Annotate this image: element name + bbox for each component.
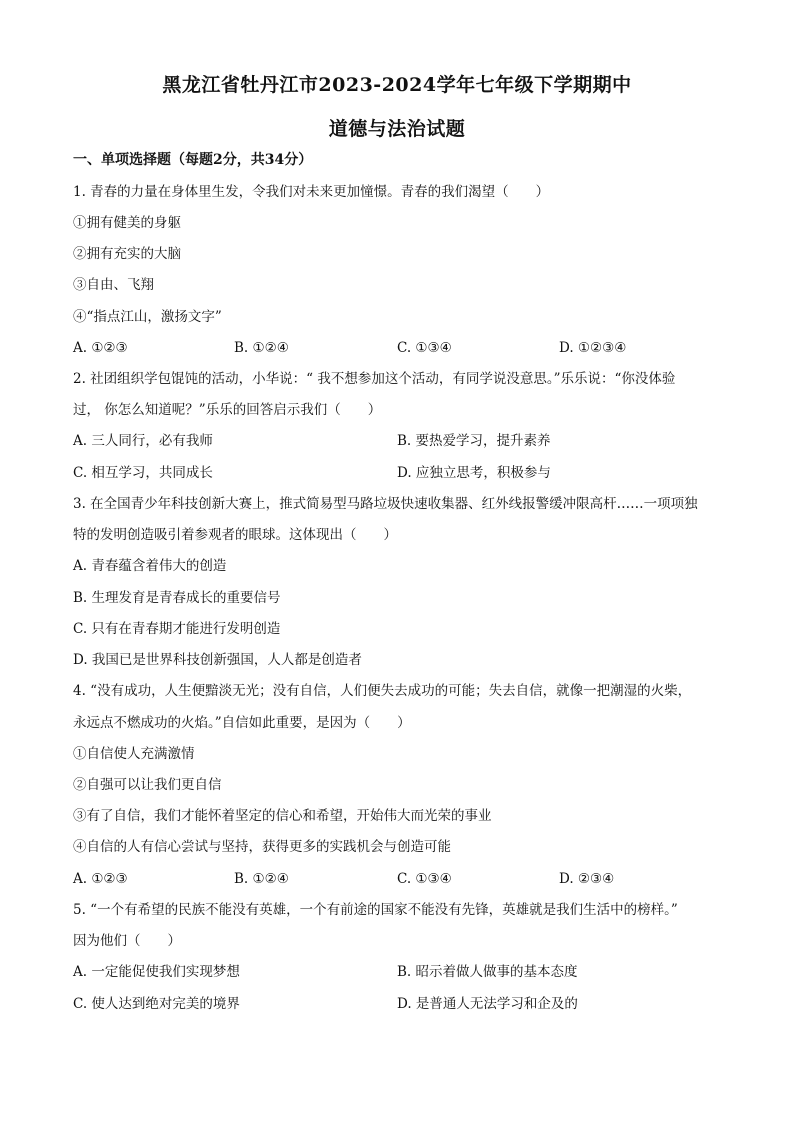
question-4-statement-2: ②自强可以让我们更自信 (73, 777, 222, 793)
question-3-option-d: D. 我国已是世界科技创新强国，人人都是创造者 (73, 652, 362, 668)
exam-title: 黑龙江省牡丹江市2023-2024学年七年级下学期期中 (162, 74, 632, 96)
question-2-option-c: C. 相互学习，共同成长 (73, 465, 213, 481)
question-4-option-b: B. ①②④ (234, 871, 289, 887)
question-2-stem-line-1: 2. 社团组织学包馄饨的活动，小华说：“ 我不想参加这个活动，有同学说没意思。”乐乐说：“你没体验 (73, 371, 676, 387)
exam-subtitle: 道德与法治试题 (328, 118, 466, 140)
question-4-statement-1: ①自信使人充满激情 (73, 746, 195, 762)
question-1-statement-3: ③自由、飞翔 (73, 277, 154, 293)
question-2-stem-line-2: 过， 你怎么知道呢？”乐乐的回答启示我们（ ） (73, 402, 382, 418)
question-3-option-b: B. 生理发育是青春成长的重要信号 (73, 590, 281, 606)
question-4-option-c: C. ①③④ (397, 871, 452, 887)
question-4-statement-4: ④自信的人有信心尝试与坚持，获得更多的实践机会与创造可能 (73, 839, 451, 855)
question-5-stem-line-2: 因为他们（ ） (73, 933, 181, 949)
question-5-stem-line-1: 5. “一个有希望的民族不能没有英雄，一个有前途的国家不能没有先锋，英雄就是我们生活中的榜样。” (73, 902, 678, 918)
question-1-option-a: A. ①②③ (73, 340, 128, 356)
question-5-option-a: A. 一定能促使我们实现梦想 (73, 964, 240, 980)
question-5-option-c: C. 使人达到绝对完美的境界 (73, 996, 240, 1012)
question-1-stem: 1. 青春的力量在身体里生发，令我们对未来更加憧憬。青春的我们渴望（ ） (73, 184, 550, 200)
question-4-stem-line-1: 4. “没有成功，人生便黯淡无光；没有自信，人们便失去成功的可能；失去自信，就像一把潮湿的火柴， (73, 683, 692, 699)
question-1-statement-2: ②拥有充实的大脑 (73, 246, 181, 262)
question-4-option-d: D. ②③④ (559, 871, 615, 887)
question-5-option-b: B. 昭示着做人做事的基本态度 (397, 964, 578, 980)
question-1-statement-1: ①拥有健美的身躯 (73, 215, 181, 231)
question-3-stem-line-1: 3. 在全国青少年科技创新大赛上，推式简易型马路垃圾快速收集器、红外线报警缓冲限高杆……一项项独 (73, 496, 698, 512)
question-2-option-a: A. 三人同行，必有我师 (73, 433, 213, 449)
question-4-stem-line-2: 永远点不燃成功的火焰。”自信如此重要，是因为（ ） (73, 715, 411, 731)
question-1-statement-4: ④“指点江山，激扬文字” (73, 309, 222, 325)
question-3-option-a: A. 青春蕴含着伟大的创造 (73, 558, 227, 574)
question-1-option-d: D. ①②③④ (559, 340, 627, 356)
question-3-stem-line-2: 特的发明创造吸引着参观者的眼球。这体现出（ ） (73, 527, 397, 543)
question-4-statement-3: ③有了自信，我们才能怀着坚定的信心和希望，开始伟大而光荣的事业 (73, 808, 492, 824)
question-1-option-c: C. ①③④ (397, 340, 452, 356)
question-3-option-c: C. 只有在青春期才能进行发明创造 (73, 621, 281, 637)
question-4-option-a: A. ①②③ (73, 871, 128, 887)
question-5-option-d: D. 是普通人无法学习和企及的 (397, 996, 578, 1012)
question-1-option-b: B. ①②④ (234, 340, 289, 356)
question-2-option-d: D. 应独立思考，积极参与 (397, 465, 551, 481)
question-2-option-b: B. 要热爱学习，提升素养 (397, 433, 551, 449)
section-heading: 一、单项选择题（每题2分，共34分） (73, 152, 313, 168)
